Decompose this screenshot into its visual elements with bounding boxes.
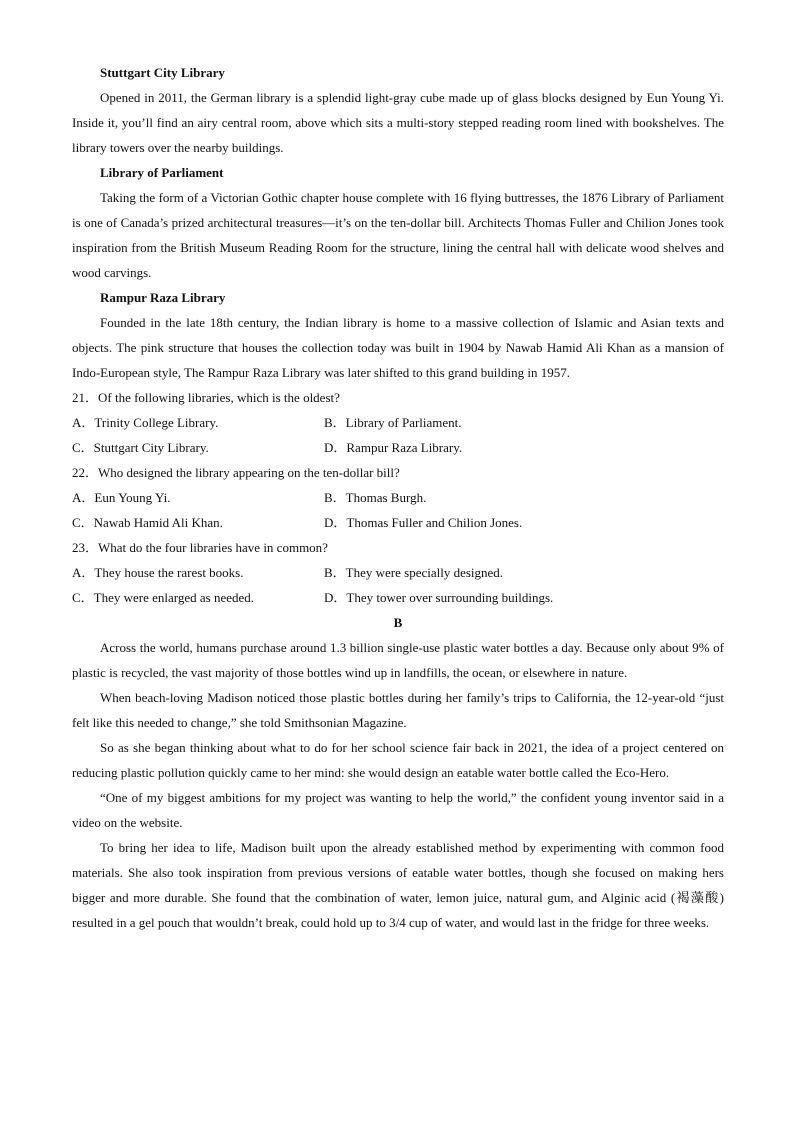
question-23-option-a: A．They house the rarest books. (72, 565, 244, 580)
question-21-option-d: D．Rampur Raza Library. (324, 440, 463, 455)
question-22-option-b: B．Thomas Burgh. (324, 490, 427, 505)
passage-b-paragraph: When beach-loving Madison noticed those plastic bottles during her family’s trips to California, the 12-year-old “just felt like this needed to change,” she told Smithsonian Magazine. (72, 690, 724, 730)
question-22-option-d: D．Thomas Fuller and Chilion Jones. (324, 515, 523, 530)
question-23-stem: 23．What do the four libraries have in common? (72, 540, 328, 555)
passage-b-paragraph: To bring her idea to life, Madison built upon the already established method by experimenting with common food materials. She also took inspiration from previous versions of eatable water bottles, though she focused on making hers bigger and more durable. She found that the combination of water, lemon juice, natural gum, and Alginic acid (褐藻酸) resulted in a gel pouch that wouldn’t break, could hold up to 3/4 cup of water, and would last in the fridge for three weeks. (72, 840, 724, 930)
question-23-option-b: B．They were specially designed. (324, 565, 504, 580)
question-22-stem: 22．Who designed the library appearing on the ten-dollar bill? (72, 465, 400, 480)
question-23-options-row-1 (72, 560, 724, 585)
library-description-parliament: Taking the form of a Victorian Gothic chapter house complete with 16 flying buttresses, the 1876 Library of Parliament is one of Canada’s prized architectural treasures—it’s on the ten-dollar bill. Architects Thomas Fuller and Chilion Jones took inspiration from the British Museum Reading Room for the structure, lining the central hall with delicate wood shelves and wood carvings. (72, 190, 724, 280)
question-22-option-c: C．Nawab Hamid Ali Khan. (72, 515, 223, 530)
question-22-option-a: A．Eun Young Yi. (72, 490, 171, 505)
question-22-options-row-2 (72, 510, 724, 535)
library-description-rampur: Founded in the late 18th century, the Indian library is home to a massive collection of Islamic and Asian texts and objects. The pink structure that houses the collection today was built in 1904 by Nawab Hamid Ali Khan as a mansion of Indo-European style, The Rampur Raza Library was later shifted to this grand building in 1957. (72, 315, 724, 380)
passage-b-paragraph: “One of my biggest ambitions for my project was wanting to help the world,” the confident young inventor said in a video on the website. (72, 790, 724, 830)
question-21-option-a: A．Trinity College Library. (72, 415, 219, 430)
question-21-stem: 21．Of the following libraries, which is the oldest? (72, 390, 340, 405)
library-heading-parliament: Library of Parliament (100, 165, 224, 180)
question-21-options-row-1 (72, 410, 724, 435)
question-23-options-row-2 (72, 585, 724, 610)
document-page (72, 60, 724, 935)
section-b-label: B (393, 615, 403, 630)
question-23-option-d: D．They tower over surrounding buildings. (324, 590, 554, 605)
passage-b-paragraph: So as she began thinking about what to do for her school science fair back in 2021, the idea of a project centered on reducing plastic pollution quickly came to her mind: she would design an eatable water bottle called the Eco-Hero. (72, 740, 724, 780)
question-21-option-b: B．Library of Parliament. (324, 415, 462, 430)
library-heading-stuttgart: Stuttgart City Library (100, 65, 225, 80)
library-description-stuttgart: Opened in 2011, the German library is a splendid light-gray cube made up of glass blocks designed by Eun Young Yi. Inside it, you’ll find an airy central room, above which sits a multi-story stepped reading room lined with bookshelves. The library towers over the nearby buildings. (72, 90, 724, 155)
question-23-option-c: C．They were enlarged as needed. (72, 590, 255, 605)
question-21-options-row-2 (72, 435, 724, 460)
question-22-options-row-1 (72, 485, 724, 510)
question-21-option-c: C．Stuttgart City Library. (72, 440, 209, 455)
library-heading-rampur: Rampur Raza Library (100, 290, 226, 305)
passage-b-paragraph: Across the world, humans purchase around 1.3 billion single-use plastic water bottles a day. Because only about 9% of plastic is recycled, the vast majority of those bottles wind up in landfills, the ocean, or elsewhere in nature. (72, 640, 724, 680)
